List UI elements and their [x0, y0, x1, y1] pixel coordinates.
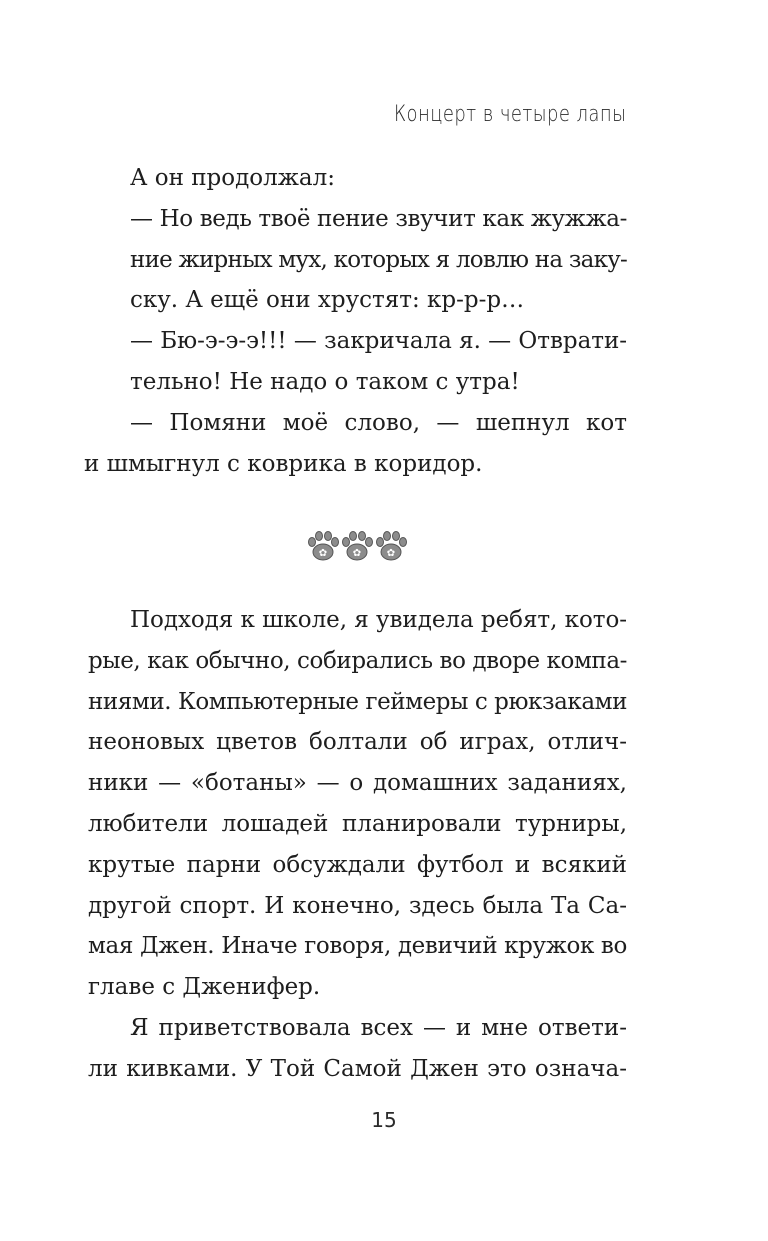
text-line: — Бю-э-э-э!!! — закричала я. — Отврати- [130, 328, 627, 355]
text-block-narrative [88, 600, 627, 1090]
text-line: ли кивками. У Той Самой Джен это означа- [88, 1055, 627, 1082]
text-line: и шмыгнул с коврика в коридор. [84, 450, 483, 477]
text-line: ние жирных мух, которых я ловлю на заку- [130, 246, 627, 273]
page-number: 15 [371, 1108, 397, 1132]
text-line: Подходя к школе, я увидела ребят, кото- [130, 607, 627, 633]
text-line: тельно! Не надо о таком с утра! [130, 368, 520, 395]
svg-text:✿: ✿ [386, 548, 396, 559]
text-line: главе с Дженифер. [88, 974, 321, 1001]
text-line: А он продолжал: [130, 165, 335, 191]
paw-prints-icon [305, 528, 409, 564]
svg-text:✿: ✿ [318, 548, 328, 559]
text-line: ники — «ботаны» — о домашних заданиях, [88, 770, 627, 797]
text-line: ску. А ещё они хрустят: кр-р-р… [130, 287, 525, 314]
text-line: крутые парни обсуждали футбол и всякий [88, 851, 627, 878]
text-line: ниями. Компьютерные геймеры с рюкзаками [88, 688, 627, 715]
text-line: — Помяни моё слово, — шепнул кот [130, 409, 627, 436]
text-line: мая Джен. Иначе говоря, девичий кружок во [88, 933, 627, 960]
svg-text:✿: ✿ [352, 548, 362, 559]
text-block-dialogue [84, 158, 627, 484]
running-header: Концерт в четыре лапы [393, 102, 626, 127]
text-line: рые, как обычно, собирались во дворе компа- [88, 647, 628, 674]
text-line: другой спорт. И конечно, здесь была Та Са- [88, 892, 627, 919]
text-line: Я приветствовала всех — и мне ответи- [130, 1014, 627, 1041]
text-line: неоновых цветов болтали об играх, отлич- [88, 729, 627, 756]
text-line: — Но ведь твоё пение звучит как жужжа- [130, 205, 627, 232]
text-line: любители лошадей планировали турниры, [88, 810, 627, 837]
